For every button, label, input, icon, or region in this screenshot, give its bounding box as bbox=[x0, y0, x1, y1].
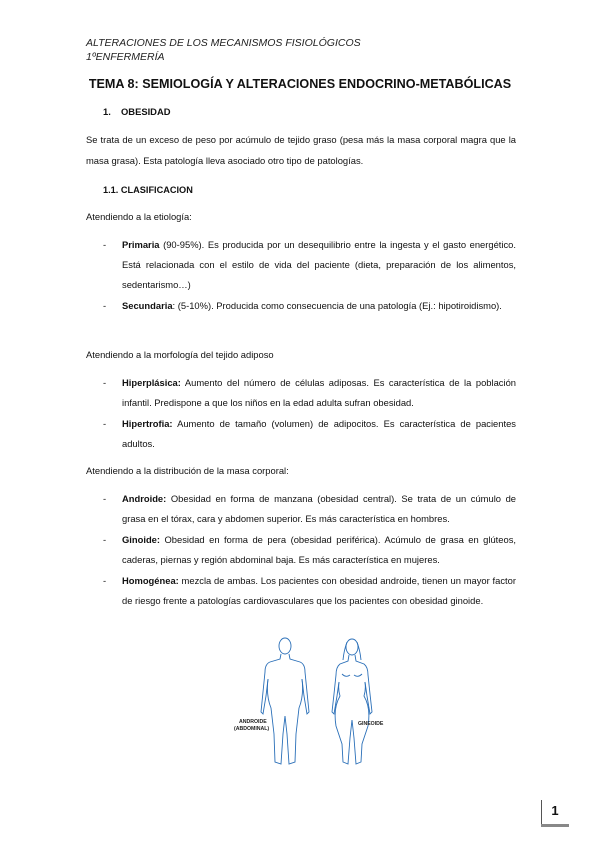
body-shape-figure bbox=[230, 634, 400, 776]
list-item-hipertrofia bbox=[103, 414, 516, 454]
bullet-dash: - bbox=[103, 534, 107, 545]
bullet-dash: - bbox=[103, 493, 107, 504]
list-item-ginoide bbox=[103, 530, 516, 570]
lead-etiologia: Atendiendo a la etiología: bbox=[86, 211, 192, 222]
list-item-homogenea bbox=[103, 571, 516, 611]
android-silhouette bbox=[261, 638, 309, 764]
bullet-dash: - bbox=[103, 377, 107, 388]
gynoid-silhouette bbox=[332, 639, 372, 764]
header-course-title: ALTERACIONES DE LOS MECANISMOS FISIOLÓGICOS bbox=[86, 37, 361, 49]
list-item-term: Secundaria bbox=[122, 300, 173, 311]
list-item-text: Aumento de tamaño (volumen) de adipocitos. Es característica de pacientes adultos. bbox=[122, 418, 516, 450]
page-number: 1 bbox=[551, 803, 559, 818]
list-item-secundaria bbox=[103, 296, 516, 316]
bullet-dash: - bbox=[103, 239, 107, 250]
section-number: 1. bbox=[103, 106, 111, 117]
figure-label-abdominal: (ABDOMINAL) bbox=[234, 726, 270, 732]
list-item-text: (90-95%). Es producida por un desequilibrio entre la ingesta y el gasto energético. Está relacionada con el estilo de vida del paciente (dieta, preparación de los alimentos, sedentarismo…) bbox=[122, 239, 516, 291]
body-silhouettes bbox=[230, 634, 400, 776]
bullet-dash: - bbox=[103, 575, 107, 586]
figure-label-gineoide: GINEOIDE bbox=[358, 721, 384, 727]
bullet-dash: - bbox=[103, 300, 107, 311]
header-course-year: 1ºENFERMERÍA bbox=[86, 51, 165, 63]
list-item-term: Homogénea: bbox=[122, 575, 179, 586]
list-item-text: Obesidad en forma de pera (obesidad periférica). Acúmulo de grasa en glúteos, caderas, piernas y región abdominal baja. Es más característica en mujeres. bbox=[122, 534, 516, 566]
list-item-hiperplasica bbox=[103, 373, 516, 413]
bullet-dash: - bbox=[103, 418, 107, 429]
section-heading-obesidad bbox=[103, 106, 170, 117]
figure-label-androide: ANDROIDE bbox=[239, 719, 267, 725]
list-item-term: Primaria bbox=[122, 239, 160, 250]
list-item-primaria bbox=[103, 235, 516, 296]
subsection-heading-clasificacion: 1.1. CLASIFICACION bbox=[103, 185, 193, 195]
list-item-text: Obesidad en forma de manzana (obesidad central). Se trata de un cúmulo de grasa en el tórax, cara y abdomen superior. Es más característica en hombres. bbox=[122, 493, 516, 525]
list-item-term: Ginoide: bbox=[122, 534, 161, 545]
list-item-term: Hipertrofia: bbox=[122, 418, 173, 429]
list-item-term: Hiperplásica: bbox=[122, 377, 181, 388]
list-item-text: : (5-10%). Producida como consecuencia de una patología (Ej.: hipotiroidismo). bbox=[172, 300, 502, 311]
list-item-androide bbox=[103, 489, 516, 529]
section-heading-text: OBESIDAD bbox=[121, 106, 171, 117]
document-title: TEMA 8: SEMIOLOGÍA Y ALTERACIONES ENDOCRINO-METABÓLICAS bbox=[88, 77, 512, 91]
list-item-text: mezcla de ambas. Los pacientes con obesidad androide, tienen un mayor factor de riesgo frente a patologías cardiovasculares que los pacientes con obesidad ginoide. bbox=[122, 575, 516, 607]
page-number-box bbox=[541, 800, 569, 827]
lead-morfologia: Atendiendo a la morfología del tejido adiposo bbox=[86, 349, 274, 360]
list-item-text: Aumento del número de células adiposas. Es característica de la población infantil. Predispone a que los niños en la edad adulta sufran obesidad. bbox=[122, 377, 516, 409]
intro-paragraph: Se trata de un exceso de peso por acúmulo de tejido graso (pesa más la masa corporal magra que la masa grasa). Esta patología lleva asociado otro tipo de patologías. bbox=[86, 134, 516, 166]
list-item-term: Androide: bbox=[122, 493, 167, 504]
lead-distribucion: Atendiendo a la distribución de la masa corporal: bbox=[86, 465, 289, 476]
